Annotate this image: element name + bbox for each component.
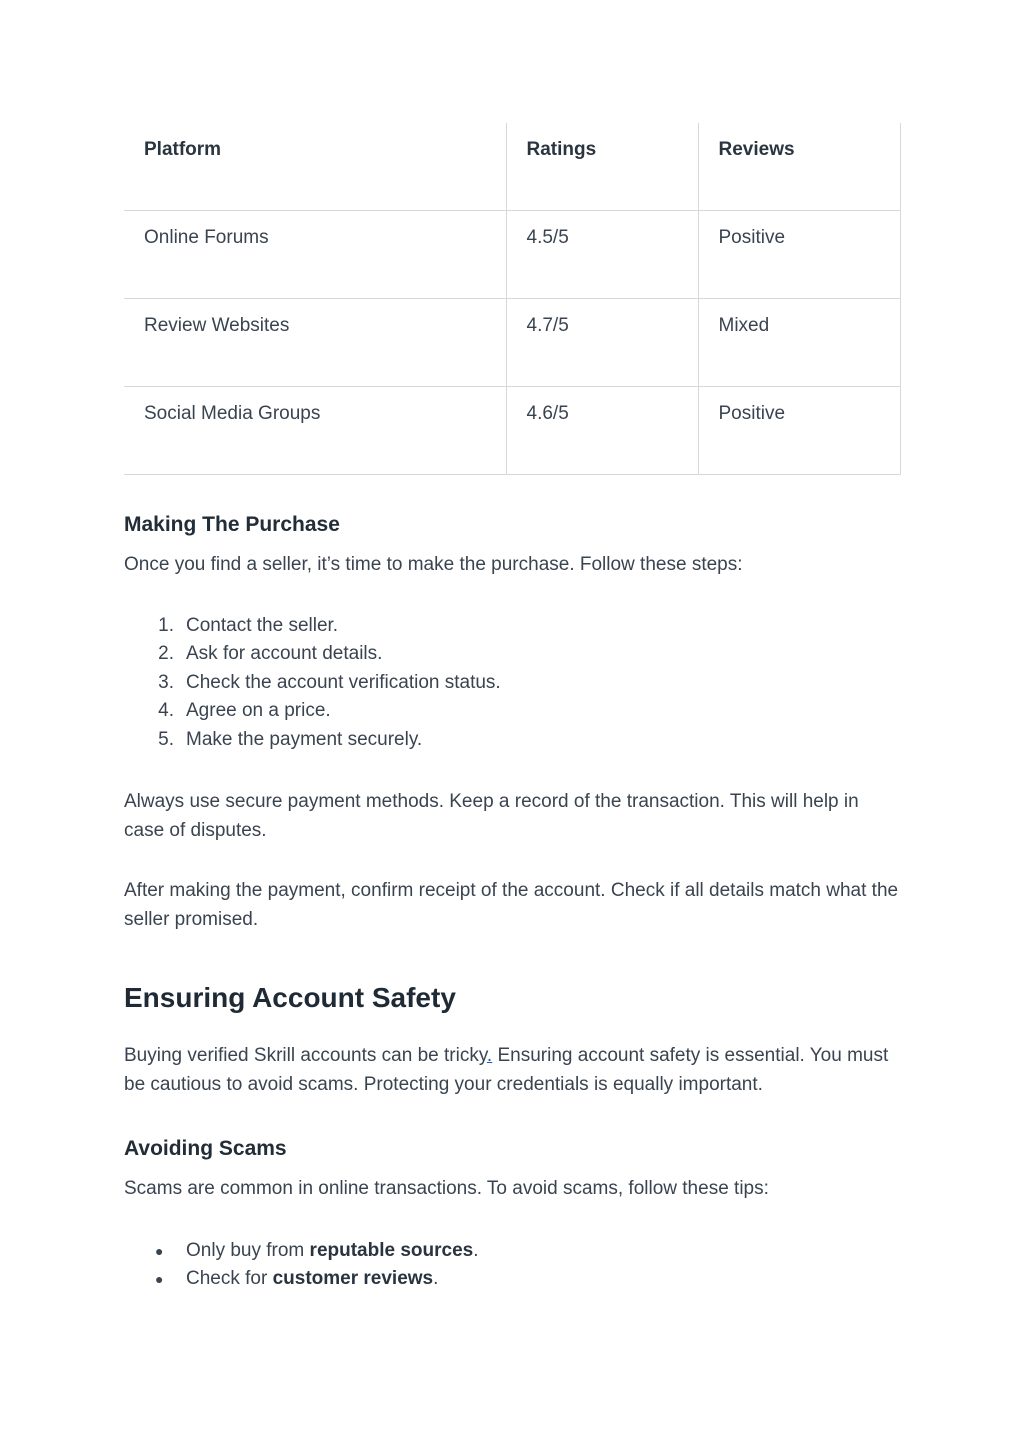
list-item [124,612,900,641]
avoiding-scams-heading: Avoiding Scams [124,1137,287,1160]
purchase-steps-list [124,612,900,755]
account-safety-heading: Ensuring Account Safety [124,982,456,1013]
list-number: 1. [158,614,174,636]
list-item [124,669,900,698]
table-cell-rating: 4.7/5 [506,299,698,387]
confirm-receipt-paragraph: After making the payment, confirm receipt of the account. Check if all details match what the seller promised. [124,880,899,930]
scam-tips-list [124,1237,900,1294]
list-number: 5. [158,728,174,750]
payment-methods-paragraph: Always use secure payment methods. Keep a record of the transaction. This will help in case of disputes. [124,791,859,841]
inline-link[interactable]: . [486,1045,493,1066]
table-row [124,387,900,475]
table-cell-platform: Online Forums [124,211,506,299]
list-item [124,640,900,669]
table-header-ratings: Ratings [506,123,698,211]
list-number: 2. [158,643,174,664]
tip-post: . [473,1239,479,1261]
table-cell-rating: 4.6/5 [506,387,698,475]
purchase-intro: Once you find a seller, it’s time to make the purchase. Follow these steps: [124,554,743,575]
list-item-text: Make the payment securely. [186,728,423,750]
table-row [124,299,900,387]
table-cell-review: Mixed [698,299,900,387]
account-safety-paragraph [124,1042,900,1099]
table-cell-rating: 4.5/5 [506,211,698,299]
list-item-text: Contact the seller. [186,614,339,636]
list-item-text: Check the account verification status. [186,671,501,693]
bullet-icon: ● [155,1271,164,1287]
list-item [124,1237,900,1266]
table-cell-review: Positive [698,387,900,475]
tip-pre: Check for [186,1268,273,1289]
document-page [124,123,900,1294]
list-item [124,726,900,755]
table-cell-review: Positive [698,211,900,299]
tip-bold: customer reviews [272,1268,434,1289]
list-number: 3. [158,671,174,693]
table-cell-platform: Review Websites [124,299,506,387]
list-item-text: Ask for account details. [186,643,383,664]
ratings-table [124,123,901,475]
bullet-icon: ● [155,1242,164,1259]
list-number: 4. [158,700,174,721]
list-item [124,697,900,726]
table-row [124,211,900,299]
table-cell-platform: Social Media Groups [124,387,506,475]
making-purchase-heading: Making The Purchase [124,513,340,536]
scams-intro: Scams are common in online transactions. To avoid scams, follow these tips: [124,1178,769,1199]
list-item [124,1265,900,1294]
list-item-text: Agree on a price. [186,700,331,721]
tip-post: . [433,1268,439,1289]
table-header-platform: Platform [124,123,506,211]
tip-pre: Only buy from [186,1239,310,1261]
safety-text-start: Buying verified Skrill accounts can be tricky [124,1045,487,1066]
table-header-reviews: Reviews [698,123,900,211]
safety-text-end: Ensuring account safety is essential. You must be cautious to avoid scams. Protecting your credentials is equally important. [124,1045,889,1095]
table-header-row [124,123,900,211]
tip-bold: reputable sources [309,1239,474,1261]
